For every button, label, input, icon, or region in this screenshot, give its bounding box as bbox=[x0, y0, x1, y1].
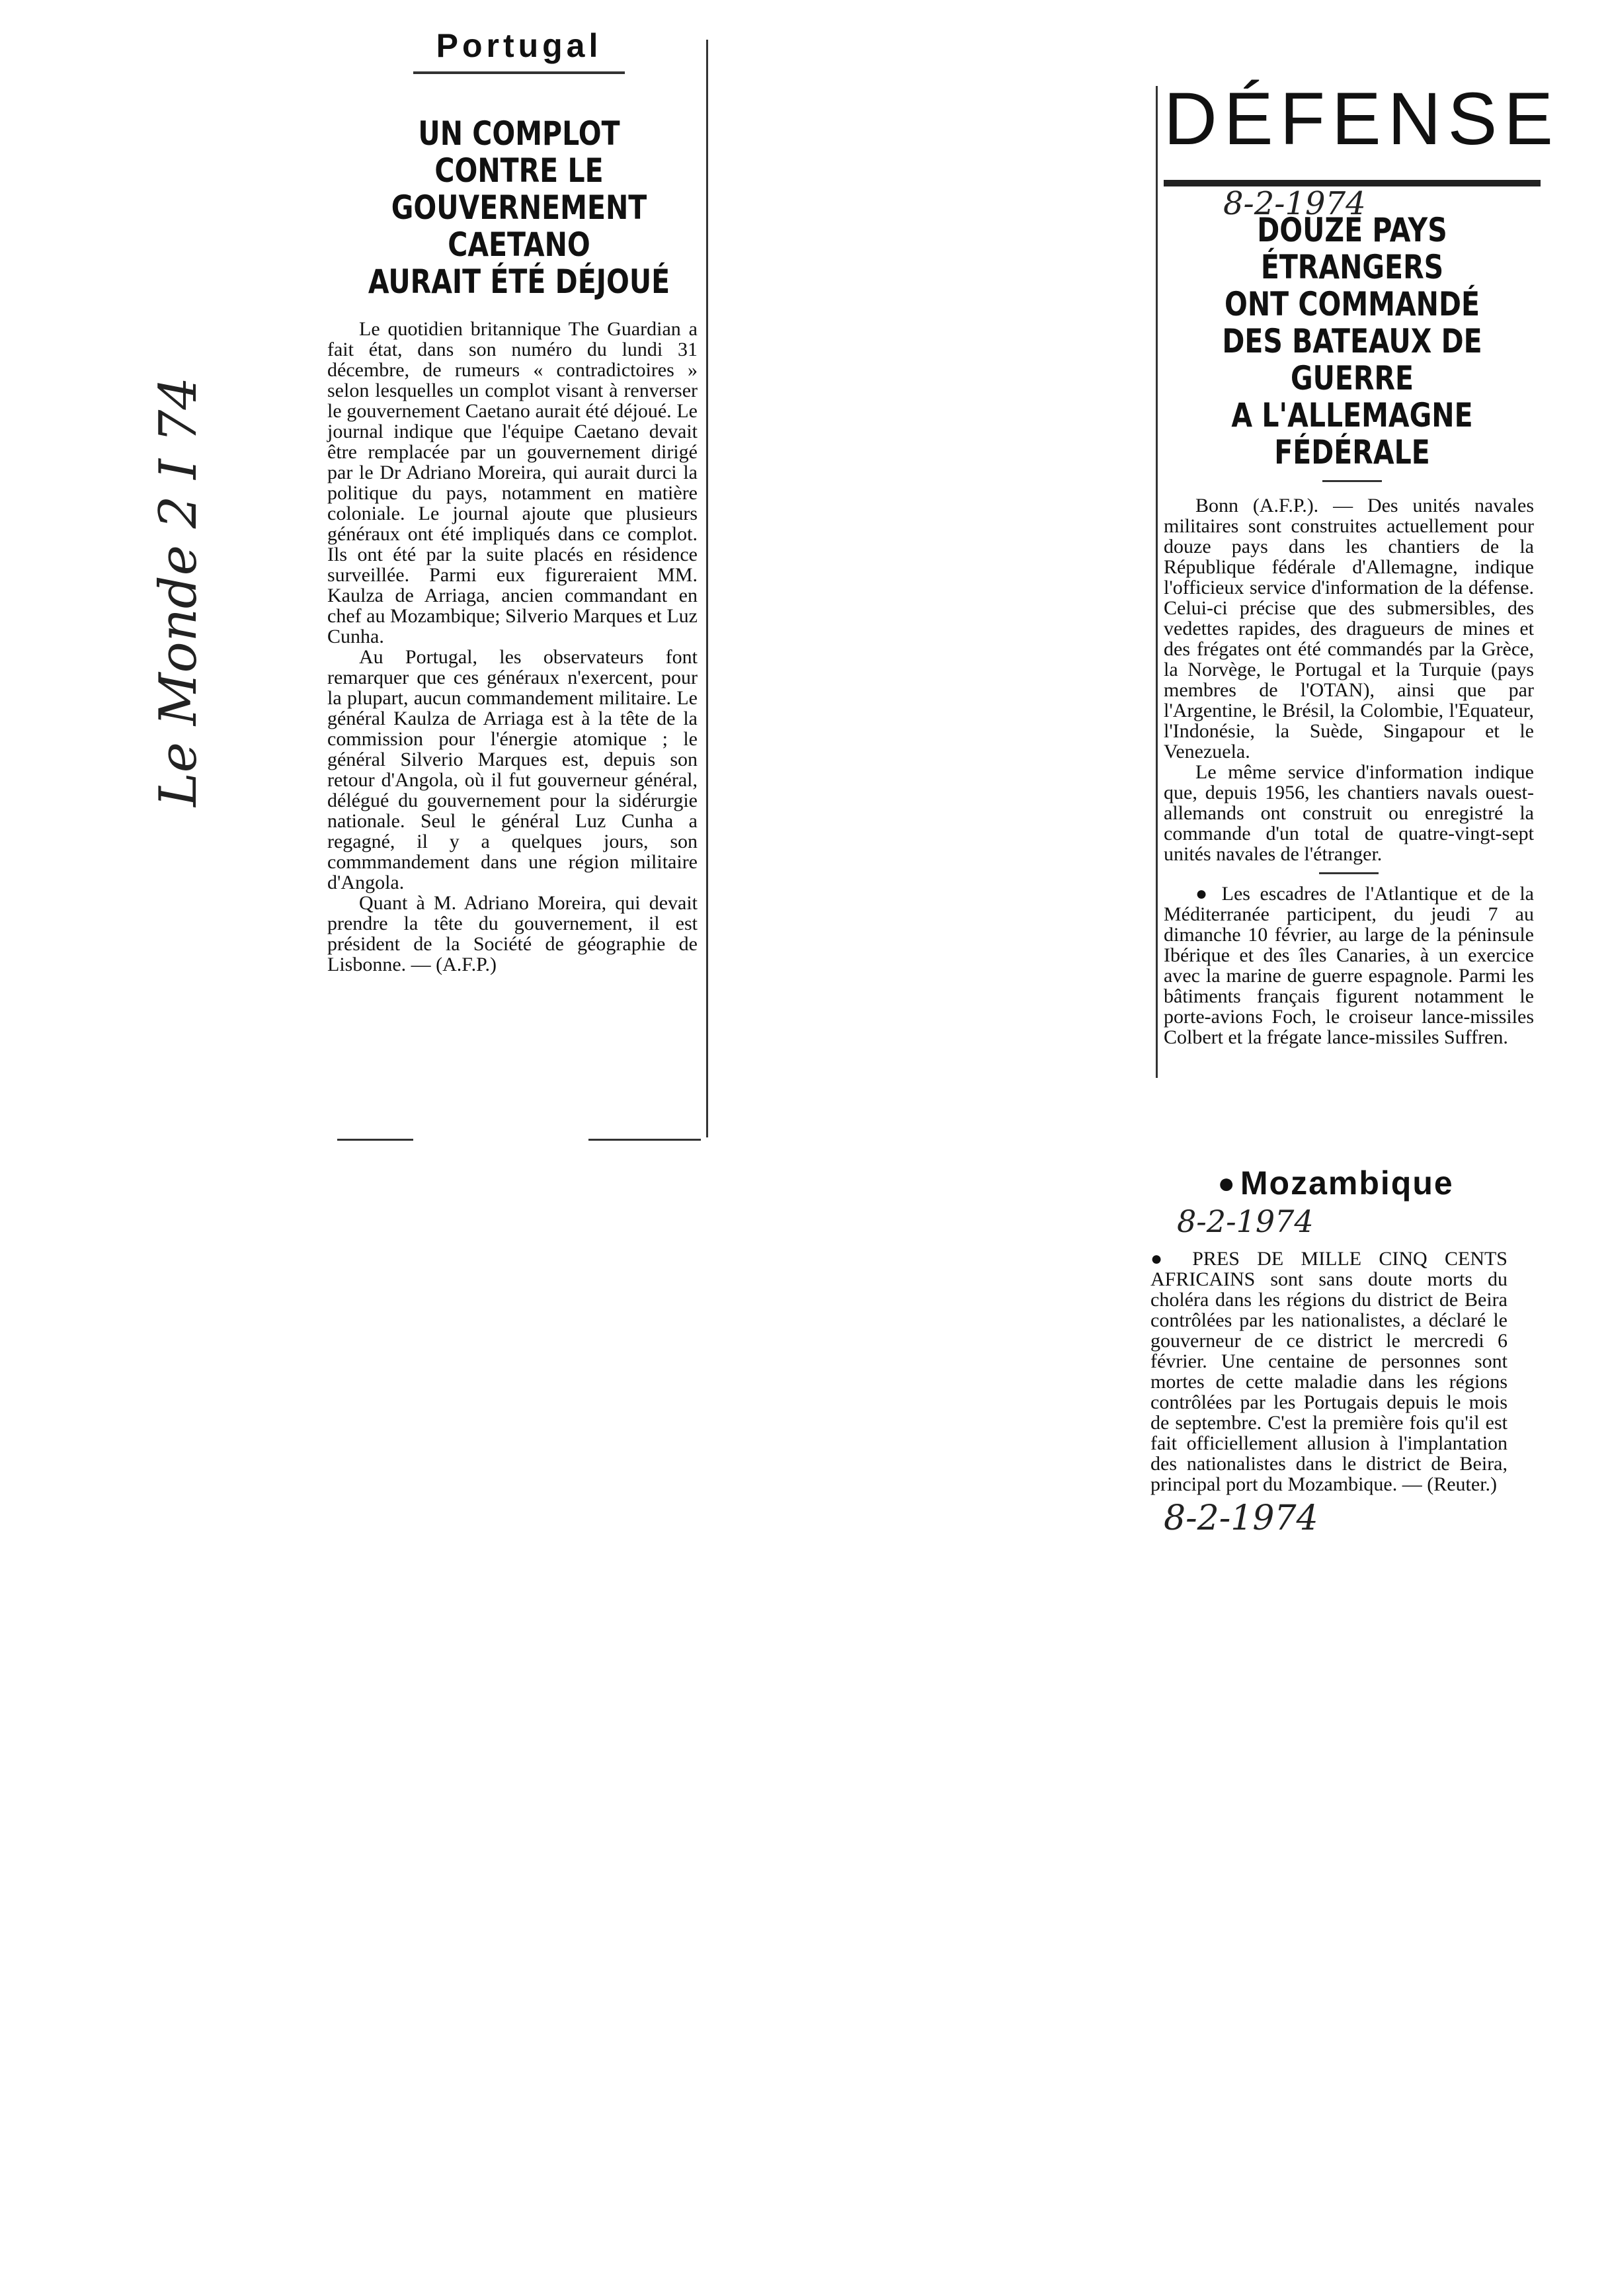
paragraph bbox=[1150, 1249, 1508, 1495]
headline-line: CAETANO bbox=[448, 226, 590, 264]
paragraph bbox=[1164, 883, 1534, 1047]
portugal-bottom-rule-right bbox=[588, 1139, 701, 1141]
defense-left-rule bbox=[1156, 86, 1158, 1078]
headline-line: DOUZE PAYS ÉTRANGERS bbox=[1257, 211, 1447, 286]
portugal-bottom-rule-left bbox=[337, 1139, 413, 1141]
portugal-column-rule bbox=[706, 40, 708, 1137]
paragraph-text: PRES DE MILLE CINQ CENTS AFRICAINS sont sans doute morts du choléra dans les régions du district de Beira contrôlées par les nationalistes, a déclaré le gouverneur de ce district le mercredi 6 février. Une centaine de personnes sont mortes de cette maladie dans les régions contrôlées par les Portugais depuis le mois de septembre. C'est la première fois qu'il est fait officiellement allusion à l'implantation des nationalistes dans le district de Beira, principal port du Mozambique. — (Reuter.) bbox=[1150, 1248, 1508, 1495]
handwritten-source-note: Le Monde 2 I 74 bbox=[149, 377, 208, 807]
headline-line: AURAIT ÉTÉ DÉJOUÉ bbox=[368, 263, 670, 301]
paragraph-divider bbox=[1319, 872, 1379, 874]
pin-icon: ● bbox=[1217, 1167, 1235, 1200]
headline-line: A L'ALLEMAGNE FÉDÉRALE bbox=[1231, 396, 1473, 472]
section-mozambique bbox=[1150, 1164, 1521, 1202]
handwritten-date-top: 8-2-1974 bbox=[1177, 1204, 1314, 1239]
section-defense: DÉFENSE bbox=[1164, 77, 1560, 160]
kicker-underline bbox=[413, 71, 625, 74]
paragraph: Le quotidien britannique The Guardian a fait état, dans son numéro du lundi 31 décembre, de rumeurs « contradictoires » selon lesquelles un complot visant à renverser le gouvernement Caetano aurait été déjoué. Le journal indique que l'équipe Caetano devait être remplacée par un gouvernement dirigé par le Dr Adriano Moreira, qui aurait durci la politique du pays, notamment en matière coloniale. Le journal ajoute que plusieurs généraux ont été impliqués dans ce complot. Ils ont été par la suite placés en résidence surveillée. Parmi eux figureraient MM. Kaulza de Arriaga, ancien commandant en chef au Mozambique; Silverio Marques et Luz Cunha. bbox=[327, 318, 698, 647]
headline-divider bbox=[1322, 480, 1382, 482]
headline-line: DES BATEAUX DE GUERRE bbox=[1222, 322, 1482, 397]
headline-line: UN COMPLOT bbox=[418, 114, 620, 153]
portugal-article bbox=[327, 26, 711, 975]
defense-article bbox=[1164, 77, 1560, 1048]
bullet-icon: ● bbox=[1195, 883, 1222, 905]
paragraph: Au Portugal, les observateurs font remarquer que ces généraux n'exercent, pour la plupart, aucun commandement militaire. Le général Kaulza de Arriaga est à la tête de la commission pour l'énergie atomique ; le général Silverio Marques est, depuis son retour d'Angola, où il fut gouverneur général, délégué du gouvernement pour la sidérurgie nationale. Seul le général Luz Cunha a regagné, il y a quelques jours, son commmandement dans une région militaire d'Angola. bbox=[327, 646, 698, 893]
section-title: Mozambique bbox=[1240, 1165, 1454, 1202]
portugal-body bbox=[327, 319, 698, 975]
paragraph: Quant à M. Adriano Moreira, qui devait prendre la tête du gouvernement, il est président de la Société de géographie de Lisbonne. — (A.F.P.) bbox=[327, 892, 698, 975]
paragraph: Le même service d'information indique que, depuis 1956, les chantiers navals ouest-allemands ont construit ou enregistré la commande d'un total de quatre-vingt-sept unités navales de l'étranger. bbox=[1164, 761, 1534, 865]
defense-body bbox=[1164, 495, 1534, 1047]
paragraph-text: Les escadres de l'Atlantique et de la Méditerranée participent, du jeudi 7 au dimanche 10 février, au large de la péninsule Ibérique et des îles Canaries, à un exercice avec la marine de guerre espagnole. Parmi les bâtiments français figurent notamment le porte-avions Foch, le croiseur lance-missiles Colbert et la frégate lance-missiles Suffren. bbox=[1164, 883, 1534, 1048]
portugal-headline bbox=[327, 115, 711, 300]
headline-line: CONTRE LE GOUVERNEMENT bbox=[391, 151, 647, 227]
defense-headline bbox=[1164, 212, 1541, 471]
handwritten-date-bottom: 8-2-1974 bbox=[1164, 1498, 1318, 1538]
section-portugal: Portugal bbox=[436, 27, 602, 64]
mozambique-body bbox=[1150, 1249, 1508, 1495]
handwritten-date: 8-2-1974 bbox=[1223, 185, 1366, 222]
paragraph: Bonn (A.F.P.). — Des unités navales militaires sont construites actuellement pour douze pays dans les chantiers de la République fédérale d'Allemagne, indique l'officieux service d'information de la défense. Celui-ci précise que des submersibles, des vedettes rapides, des dragueurs de mines et des frégates ont été commandés par la Grèce, la Norvège, le Portugal et la Turquie (pays membres de l'OTAN), ainsi que par l'Argentine, le Brésil, la Colombie, l'Equateur, l'Indonésie, la Suède, Singapour et le Venezuela. bbox=[1164, 495, 1534, 762]
mozambique-article bbox=[1150, 1164, 1521, 1538]
headline-line: ONT COMMANDÉ bbox=[1224, 285, 1480, 323]
bullet-icon: ● bbox=[1150, 1248, 1193, 1270]
